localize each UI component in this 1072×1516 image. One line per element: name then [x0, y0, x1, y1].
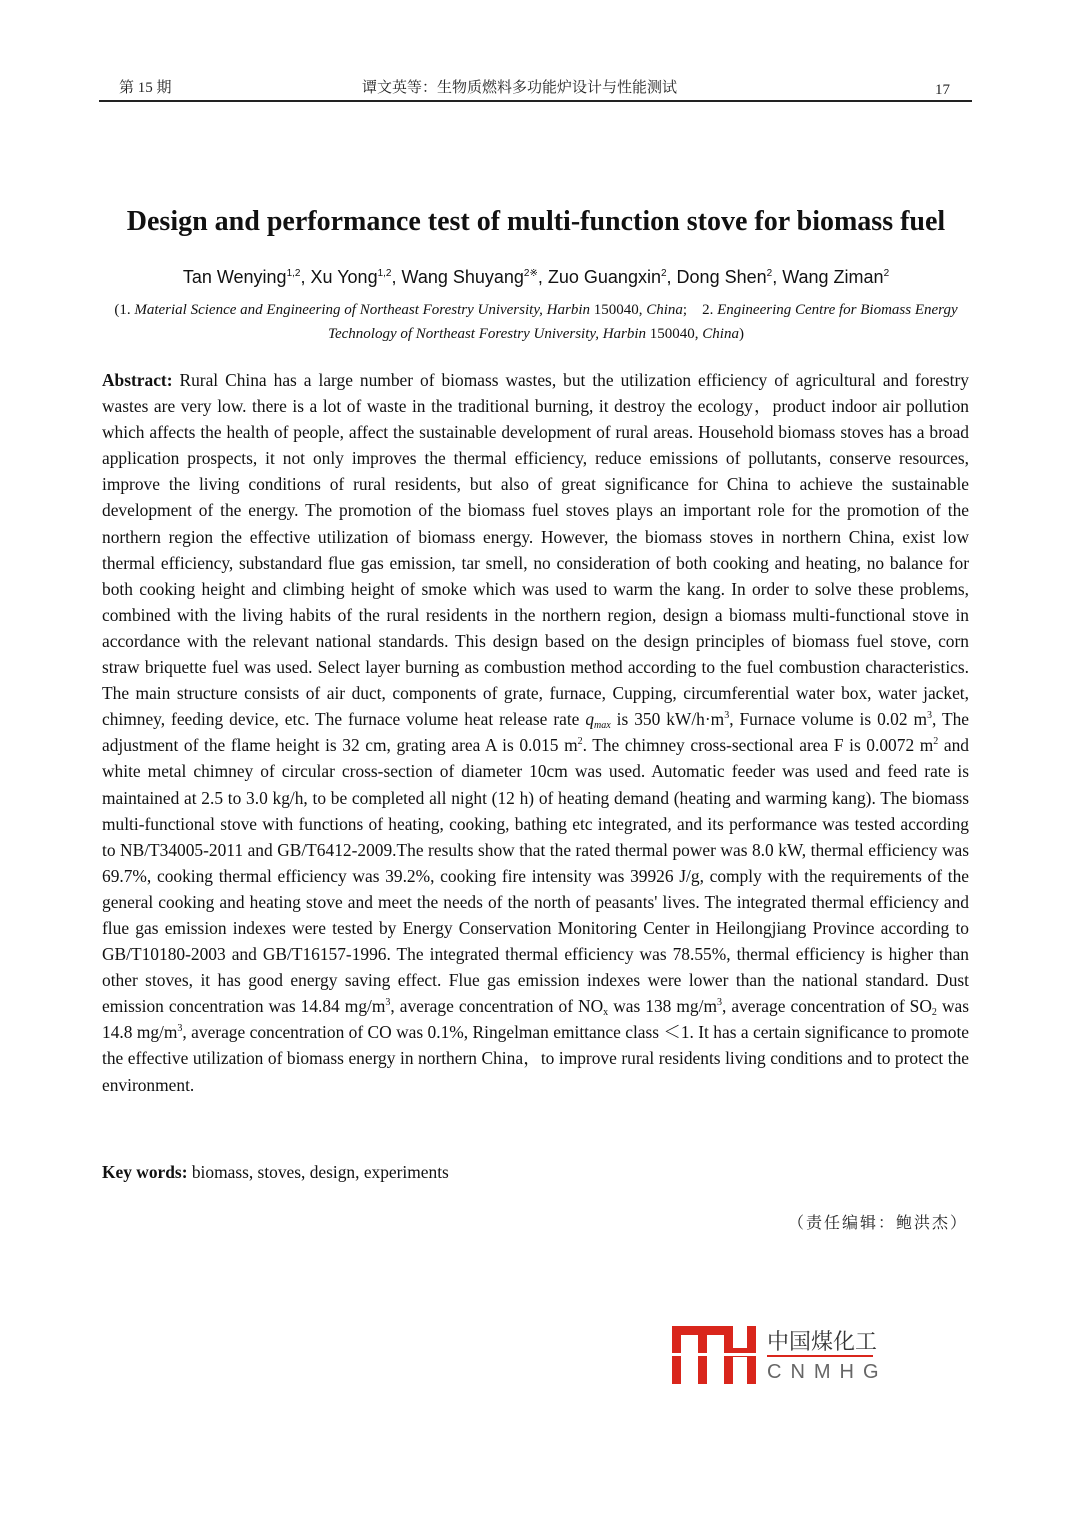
logo-chinese-text: 中国煤化工: [767, 1330, 878, 1355]
affil-country: China: [646, 302, 683, 318]
affil-country: China: [702, 326, 739, 342]
affil-separator: ; 2.: [682, 302, 718, 318]
keywords-value: biomass, stoves, design, experiments: [187, 1162, 449, 1182]
editor-note: （责任编辑：鲍洪杰）: [788, 1215, 969, 1232]
abstract: [102, 367, 969, 1098]
affiliation-mark: 2※: [523, 268, 538, 279]
superscript: 3: [717, 997, 722, 1009]
cnmhg-logo-mark: [670, 1322, 880, 1388]
abstract-text: . The chimney cross-sectional area F is 0.0072 m: [582, 735, 934, 756]
author: [548, 267, 667, 287]
affiliation-mark: 1,2: [377, 268, 392, 279]
logo-english-text: CNMHG: [767, 1361, 880, 1383]
abstract-text: was 14.8 mg/m: [102, 996, 969, 1043]
affil-institution: Engineering Centre for Biomass Energy Technology of Northeast Forestry University, Harbin: [328, 302, 958, 342]
header-rule: [99, 100, 972, 102]
author: [183, 267, 301, 287]
author-list: Tan Wenying$^{1,2}$, Xu Yong$^{1,2}$, Wang Shuyang$^{2※}$, Zuo Guangxin$^2$, Dong Shen$^2$, Wang Ziman$^2$: [182, 267, 890, 287]
keywords-label: Key words:: [102, 1162, 188, 1182]
superscript: 3: [385, 997, 391, 1009]
abstract-text: , Furnace volume is 0.02 m: [729, 709, 927, 730]
subscript: max: [594, 720, 611, 732]
abstract-text: , average concentration of NO: [390, 996, 604, 1017]
author-name: Wang Ziman: [782, 267, 884, 287]
subscript: 2: [931, 1007, 937, 1019]
affiliation-mark: 2: [660, 268, 667, 279]
issue-number: 第 15 期: [119, 80, 172, 96]
superscript: 3: [926, 710, 932, 722]
affil-postcode: 150040,: [589, 302, 647, 318]
abstract-text: , average concentration of CO was 0.1%, Ringelman emittance class ＜1. It has a certain significance to promote the effective utilization of biomass energy in northern China，to improve rural residents living conditions and to protect the environment.: [102, 1022, 969, 1095]
affiliation-mark: 2: [883, 268, 890, 279]
author-name: Xu Yong: [310, 267, 378, 287]
affiliations: [100, 298, 972, 346]
cnmhg-logo: [670, 1322, 880, 1393]
abstract-text: , average concentration of SO: [722, 996, 932, 1017]
symbol: q: [585, 709, 595, 730]
affiliation-mark: 1,2: [286, 268, 301, 279]
running-title: 谭文英等：生物质燃料多功能炉设计与性能测试: [362, 80, 678, 96]
author: [402, 267, 538, 287]
superscript: 3: [724, 710, 730, 722]
author: [677, 267, 773, 287]
abstract-label: Abstract:: [102, 370, 173, 390]
superscript: 3: [177, 1023, 183, 1035]
superscript: 2: [577, 736, 583, 748]
abstract-text: Rural China has a large number of biomass wastes, but the utilization efficiency of agricultural and forestry wastes are very low. there is a lot of waste in the traditional burning, it destroy the ecology，product indoor air pollution which affects the health of people, affect the sustainable development of rural areas. Household biomass stoves has a broad application prospects, it not only improves the thermal efficiency, reduce emissions of pollutants, conserve resources, improve the living conditions of rural residents, but also of great significance for China to achieve the sustainable development of the energy. The promotion of the biomass fuel stoves plays an important role for the promotion of the northern region the effective utilization of biomass energy. However, the biomass stoves in northern China, exist low thermal efficiency, substandard flue gas emission, tar smell, no consideration of both cooking and heating, no balance for both cooking height and climbing height of smoke which was used to warm the kang. In order to solve these problems, combined with the living habits of the rural residents in the northern region, design a biomass multi-functional stove in accordance with the relevant national standards. This design based on the design principles of biomass fuel stove, corn straw briquette fuel was used. Select layer burning as combustion method according to the fuel combustion characteristics. The main structure consists of air duct, components of grate, furnace, Cupping, circumferential water box, water jacket, chimney, feeding device, etc. The furnace volume heat release rate: [102, 370, 969, 730]
affil-close: ): [738, 326, 744, 342]
author-name: Tan Wenying: [182, 267, 287, 287]
affil-institution: Material Science and Engineering of Northeast Forestry University, Harbin: [134, 302, 590, 318]
affiliation-mark: 2: [766, 268, 773, 279]
abstract-text: and white metal chimney of circular cross-section of diameter 10cm was used. Automatic feeder was used and feed rate is maintained at 2.5 to 3.0 kg/h, to be completed all night (12 h) of heating demand (heating and warming kang). The biomass multi-functional stove with functions of heating, cooking, bathing etc integrated, and its performance was tested according to NB/T34005-2011 and GB/T6412-2009.The results show that the rated thermal power was 8.0 kW, thermal efficiency was 69.7%, cooking thermal efficiency was 39.2%, cooking fire intensity was 39926 J/g, comply with the requirements of the general cooking and heating stove and meet the needs of the north of peasants' lives. The integrated thermal efficiency and flue gas emission indexes were tested by Energy Conservation Monitoring Center in Heilongjiang Province according to GB/T10180-2003 and GB/T16157-1996. The integrated thermal efficiency was 78.55%, thermal efficiency is higher than other stoves, it has good energy saving effect. Flue gas emission indexes were lower than the national standard. Dust emission concentration was 14.84 mg/m: [102, 735, 969, 1017]
affil-num: (1.: [114, 302, 135, 318]
keywords: [102, 1159, 449, 1185]
subscript: x: [603, 1007, 609, 1019]
author-name: Dong Shen: [676, 267, 767, 287]
page-number: 17: [935, 82, 950, 98]
author-name: Wang Shuyang: [401, 267, 524, 287]
abstract-text: , The adjustment of the flame height is 32 cm, grating area A is 0.015 m: [102, 709, 969, 756]
superscript: 2: [933, 736, 939, 748]
author: [782, 267, 889, 287]
abstract-text: is 350 kW/h·m: [610, 709, 725, 730]
abstract-text: was 138 mg/m: [608, 996, 717, 1017]
author: [311, 267, 392, 287]
author-name: Zuo Guangxin: [547, 267, 661, 287]
paper-title: Design and performance test of multi-function stove for biomass fuel: [126, 206, 946, 237]
affil-postcode: 150040,: [646, 326, 703, 342]
